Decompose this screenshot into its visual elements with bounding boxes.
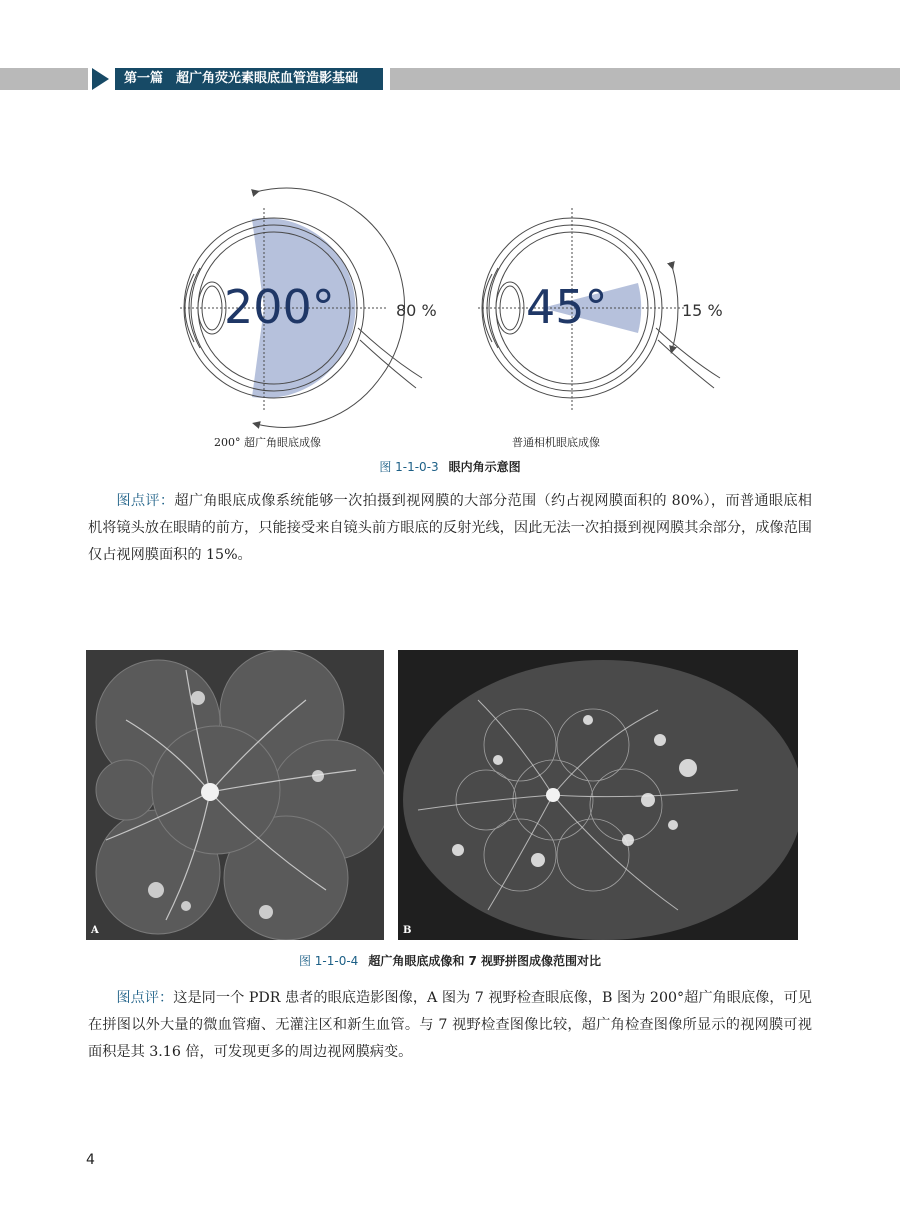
eye-diagram-svg (160, 178, 740, 453)
figure1-caption (0, 458, 900, 475)
panel-b-widefield-image (398, 650, 798, 940)
figure2-title: 超广角眼底成像和 7 视野拼图成像范围对比 (368, 954, 602, 968)
left-eye-caption: 200° 超广角眼底成像 (214, 436, 321, 449)
right-eye-caption: 普通相机眼底成像 (512, 436, 600, 449)
figure2-caption (0, 952, 900, 969)
figure-eye-angle-diagram (160, 178, 740, 453)
figure1-comment (88, 488, 812, 569)
comment1-text: 超广角眼底成像系统能够一次拍摄到视网膜的大部分范围（约占视网膜面积的 80%），而普通眼底相机将镜头放在眼睛的前方，只能接受来自镜头前方眼底的反射光线，因此无法一次拍摄到视网膜其余部分，成像范围仅占视网膜面积的 15%。 (88, 493, 812, 563)
figure1-title: 眼内角示意图 (448, 460, 521, 474)
panel-a-montage-image (86, 650, 384, 940)
page-number: 4 (86, 1152, 95, 1168)
header-band-left (0, 68, 88, 90)
left-percent-label: 80 % (396, 301, 437, 320)
panel-b-label: B (403, 925, 412, 936)
panel-a-seven-field-montage (86, 650, 384, 940)
header-arrow-icon (92, 68, 109, 90)
comment1-lead: 图点评： (116, 493, 175, 509)
left-angle-label: 200° (224, 280, 335, 334)
right-angle-label: 45° (526, 280, 608, 334)
panel-b-ultra-widefield-image (398, 650, 798, 940)
chapter-header: 第一篇 超广角荧光素眼底血管造影基础 (115, 68, 383, 90)
figure1-number: 图 1-1-0-3 (379, 460, 439, 474)
header-band-right (390, 68, 900, 90)
right-percent-label: 15 % (682, 301, 723, 320)
figure2-comment (88, 985, 812, 1066)
panel-a-label: A (91, 925, 99, 936)
comment2-lead: 图点评： (116, 990, 174, 1006)
comment2-text: 这是同一个 PDR 患者的眼底造影图像，A 图为 7 视野检查眼底像，B 图为 200°超广角眼底像，可见在拼图以外大量的微血管瘤、无灌注区和新生血管。与 7 视野检查图像比较，超广角检查图像所显示的视网膜可视面积是其 3.16 倍，可发现更多的周边视网膜病变。 (88, 990, 812, 1060)
figure2-number: 图 1-1-0-4 (298, 954, 359, 968)
